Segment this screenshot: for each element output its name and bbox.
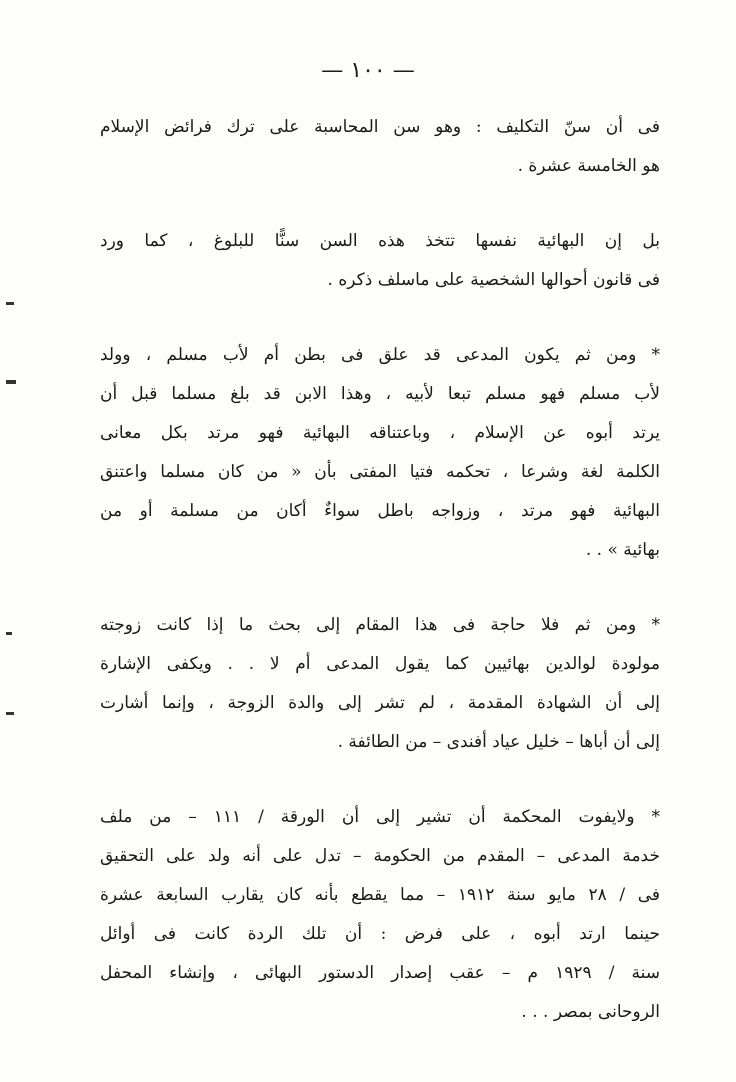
text-line: إلى أن الشهادة المقدمة ، لم تشر إلى والدة الزوجة ، وإنما أشارت [100,693,660,713]
text-line: لأب مسلم فهو مسلم تبعا لأبيه ، وهذا الابن قد بلغ مسلما قبل أن [100,384,660,404]
paragraph-2 [100,222,660,300]
text-line: * ومن ثم فلا حاجة فى هذا المقام إلى بحث ما إذا كانت زوجته [100,615,660,635]
text-line: الروحانى بمصر . . . [521,1002,660,1022]
paragraph-3 [100,336,660,570]
text-line: بهائية » . . [585,540,660,560]
text-line: يرتد أبوه عن الإسلام ، وباعتناقه البهائية فهو مرتد بكل معانى [100,423,660,443]
text-line: فى / ٢٨ مايو سنة ١٩١٢ – مما يقطع بأنه كان يقارب السابعة عشرة [100,885,660,905]
margin-mark [6,712,14,715]
margin-mark [6,380,16,384]
text-line: فى قانون أحوالها الشخصية على ماسلف ذكره . [327,270,660,290]
text-line: البهائية فهو مرتد ، وزواجه باطل سواءٌ أكان من مسلمة أو من [100,501,660,521]
text-line: إلى أن أباها – خليل عياد أفندى – من الطائفة . [337,732,660,752]
paragraph-1 [100,108,660,186]
text-line: * ولايفوت المحكمة أن تشير إلى أن الورقة / ١١١ – من ملف [100,807,660,827]
page-number: — ١٠٠ — [321,58,415,83]
margin-mark [6,302,14,305]
text-line: الكلمة لغة وشرعا ، تحكمه فتيا المفتى بأن « من كان مسلما واعتنق [100,462,660,482]
text-line: فى أن سنّ التكليف : وهو سن المحاسبة على ترك فرائض الإسلام [100,117,660,137]
text-line: هو الخامسة عشرة . [517,156,660,176]
text-line: مولودة لوالدين بهائيين كما يقول المدعى أم لا . . ويكفى الإشارة [100,654,660,674]
paragraph-4 [100,606,660,762]
paragraph-5 [100,798,660,1032]
text-line: سنة / ١٩٢٩ م – عقب إصدار الدستور البهائى ، وإنشاء المحفل [100,963,660,983]
document-body [100,108,660,1062]
text-line: حينما ارتد أبوه ، على فرض : أن تلك الردة كانت فى أوائل [100,924,660,944]
text-line: خدمة المدعى – المقدم من الحكومة – تدل على أنه ولد على التحقيق [100,846,660,866]
text-line: * ومن ثم يكون المدعى قد علق فى بطن أم لأب مسلم ، وولد [100,345,660,365]
margin-mark [6,632,12,635]
text-line: بل إن البهائية نفسها تتخذ هذه السن سنًّا للبلوغ ، كما ورد [100,231,660,251]
